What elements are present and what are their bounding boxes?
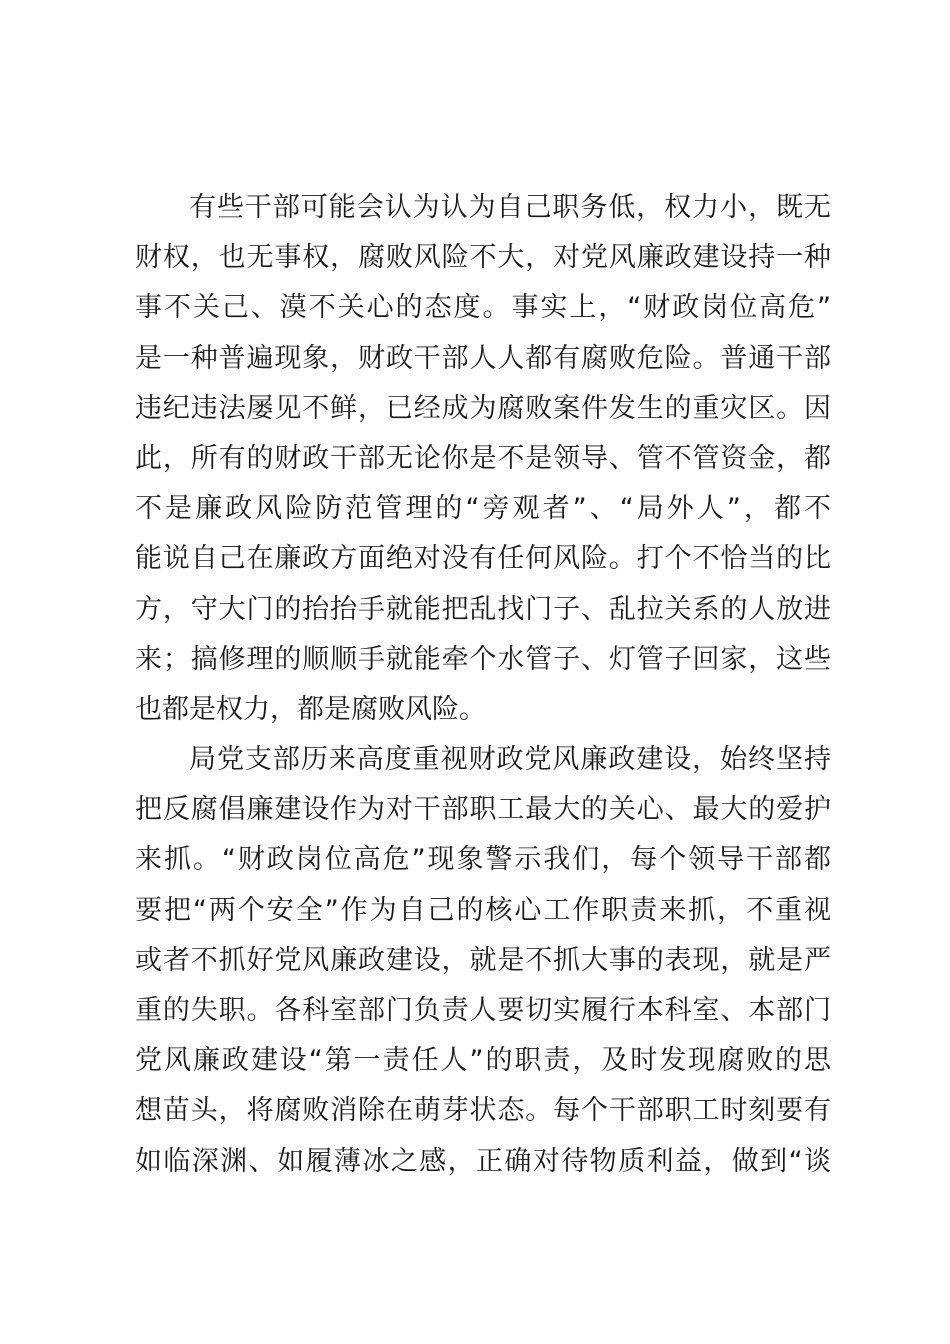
text-line: 有些干部可能会认为认为自己职务低，权力小，既无 <box>189 192 831 223</box>
text-line: 此，所有的财政干部无论你是不是领导、管不管资金，都 <box>135 442 831 474</box>
text-line: 党风廉政建设“第一责任人”的职责，及时发现腐败的思 <box>135 1045 831 1077</box>
text-line: 来抓。“财政岗位高危”现象警示我们，每个领导干部都 <box>135 844 831 876</box>
text-line: 要把“两个安全”作为自己的核心工作职责来抓，不重视 <box>135 894 831 926</box>
text-line: 把反腐倡廉建设作为对干部职工最大的关心、最大的爱护 <box>135 794 831 826</box>
text-line: 来；搞修理的顺顺手就能牵个水管子、灯管子回家，这些 <box>135 643 831 675</box>
text-line: 或者不抓好党风廉政建设，就是不抓大事的表现，就是严 <box>135 944 831 976</box>
document-body <box>135 183 831 1187</box>
paragraph-1 <box>135 183 831 735</box>
text-line: 违纪违法屡见不鲜，已经成为腐败案件发生的重灾区。因 <box>135 392 831 424</box>
text-line: 事不关己、漠不关心的态度。事实上，“财政岗位高危” <box>135 292 831 324</box>
text-line: 想苗头，将腐败消除在萌芽状态。每个干部职工时刻要有 <box>135 1095 831 1127</box>
text-line: 如临深渊、如履薄冰之感，正确对待物质利益，做到“谈 <box>135 1145 831 1177</box>
text-line: 不是廉政风险防范管理的“旁观者”、“局外人”，都不 <box>135 493 831 525</box>
text-line: 财权，也无事权，腐败风险不大，对党风廉政建设持一种 <box>135 242 831 274</box>
text-line: 也都是权力，都是腐败风险。 <box>135 693 486 725</box>
text-line: 重的失职。各科室部门负责人要切实履行本科室、本部门 <box>135 995 831 1026</box>
text-line: 局党支部历来高度重视财政党风廉政建设，始终坚持 <box>189 744 831 776</box>
text-line: 能说自己在廉政方面绝对没有任何风险。打个不恰当的比 <box>135 543 831 575</box>
text-line: 方，守大门的抬抬手就能把乱找门子、乱拉关系的人放进 <box>135 593 831 625</box>
text-line: 是一种普遍现象，财政干部人人都有腐败危险。普通干部 <box>135 342 831 374</box>
paragraph-2 <box>135 735 831 1187</box>
